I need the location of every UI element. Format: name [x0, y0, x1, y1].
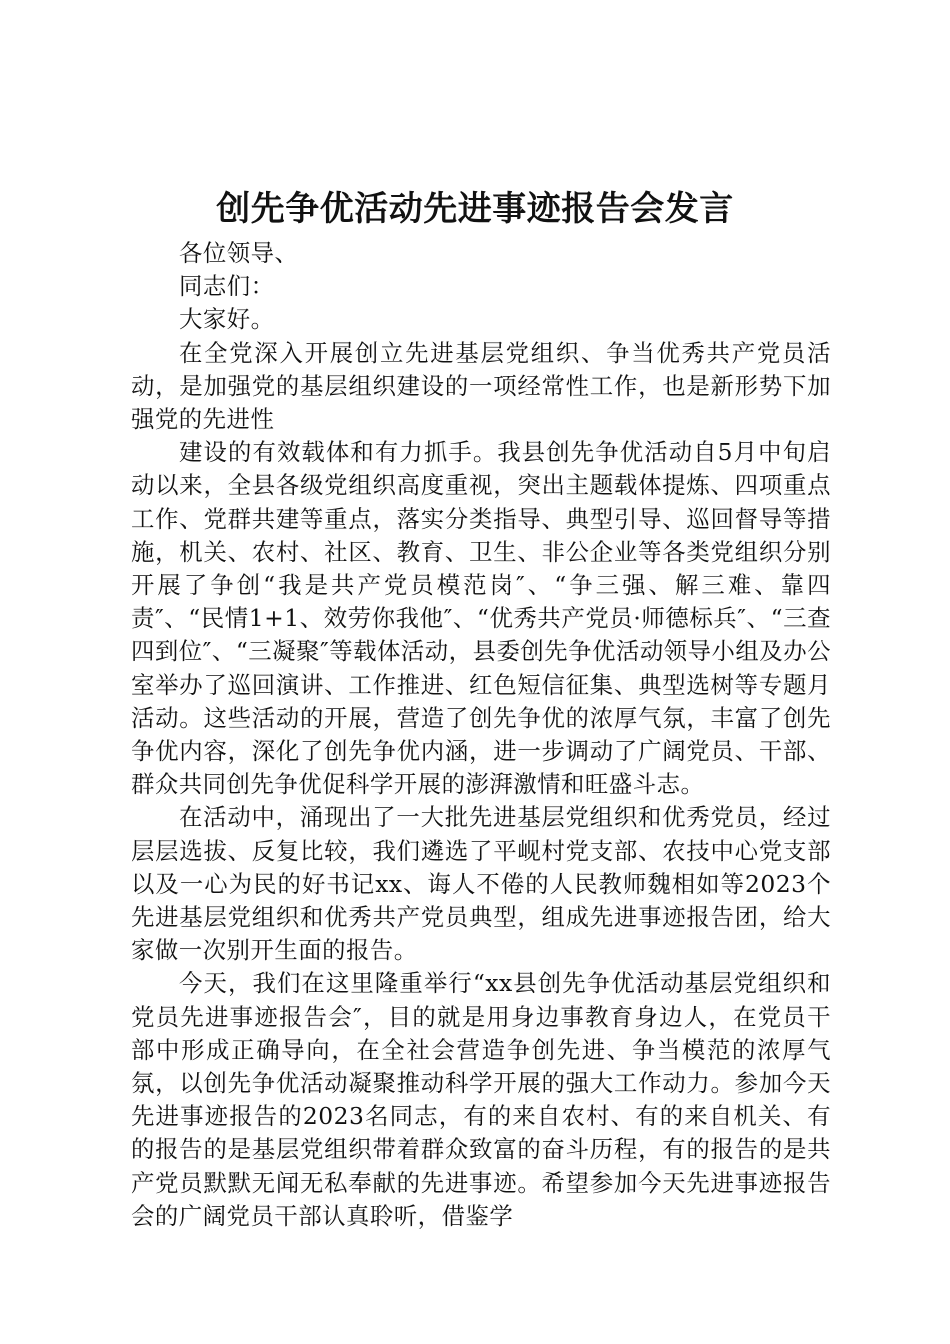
body-paragraph: 在活动中，涌现出了一大批先进基层党组织和优秀党员，经过层层选拔、反复比较，我们遴选了平岘村党支部、农技中心党支部以及一心为民的好书记xx、诲人不倦的人民教师魏相如等2023个先进基层党组织和优秀共产党员典型，组成先进事迹报告团，给大家做一次别开生面的报告。 [131, 803, 831, 965]
body-paragraph: 建设的有效载体和有力抓手。我县创先争优活动自5月中旬启动以来，全县各级党组织高度重视，突出主题载体提炼、四项重点工作、党群共建等重点，落实分类指导、典型引导、巡回督导等措施，机关、农村、社区、教育、卫生、非公企业等各类党组织分别开展了争创“我是共产党员模范岗″、“争三强、解三难、靠四责″、“民情1+1、效劳你我他″、“优秀共产党员·师德标兵″、“三查四到位″、“三凝聚″等载体活动，县委创先争优活动领导小组及办公室举办了巡回演讲、工作推进、红色短信征集、典型选树等专题月活动。这些活动的开展，营造了创先争优的浓厚气氛，丰富了创先争优内容，深化了创先争优内涵，进一步调动了广阔党员、干部、群众共同创先争优促科学开展的澎湃激情和旺盛斗志。 [131, 438, 831, 799]
greeting-line: 大家好。 [179, 305, 275, 334]
greeting-line: 各位领导、 [179, 239, 299, 267]
document-title: 创先争优活动先进事迹报告会发言 [216, 189, 734, 229]
greeting-line: 同志们： [179, 272, 275, 301]
body-paragraph: 在全党深入开展创立先进基层党组织、争当优秀共产党员活动，是加强党的基层组织建设的一项经常性工作，也是新形势下加强党的先进性 [131, 338, 831, 434]
body-paragraph: 今天，我们在这里隆重举行“xx县创先争优活动基层党组织和党员先进事迹报告会″，目的就是用身边事教育身边人，在党员干部中形成正确导向，在全社会营造争创先进、争当模范的浓厚气氛，以创先争优活动凝聚推动科学开展的强大工作动力。参加今天先进事迹报告的2023名同志，有的来自农村、有的来自机关、有的报告的是基层党组织带着群众致富的奋斗历程，有的报告的是共产党员默默无闻无私奉献的先进事迹。希望参加今天先进事迹报告会的广阔党员干部认真聆听，借鉴学 [131, 969, 831, 1230]
document-body [131, 237, 831, 1233]
